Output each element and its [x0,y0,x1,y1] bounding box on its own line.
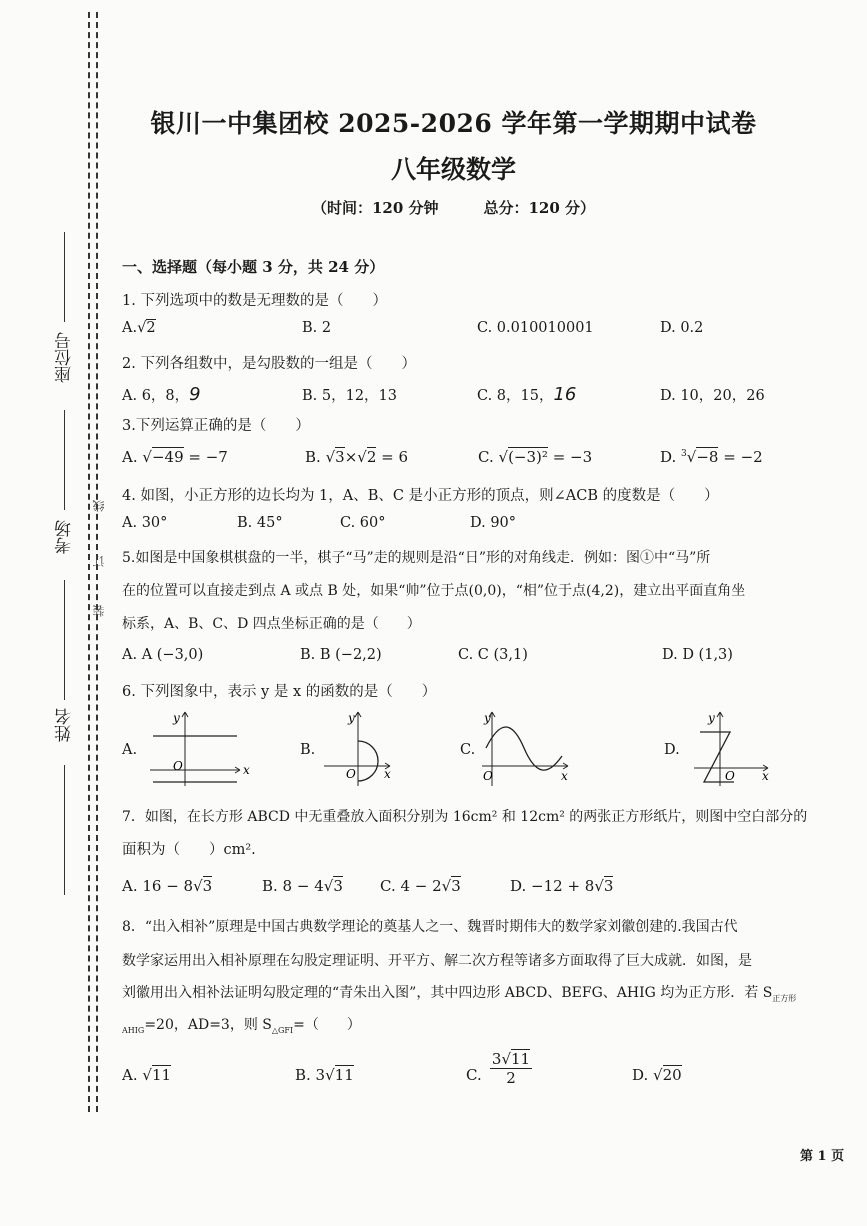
y-axis-label: y [173,711,180,725]
q5-line-1: 5.如图是中国象棋棋盘的一半，棋子“马”走的规则是沿“日”形的对角线走．例如：图①中“马”所 [122,550,711,566]
q6-option-c-label: C. [460,742,476,758]
exam-subject: 八年级数学 [390,155,516,184]
q6-option-b-label: B. [300,742,316,758]
q4-option-d: D. 90° [470,515,517,531]
q4-option-a: A. 30° [122,515,168,531]
q5-option-a: A. A (−3,0) [122,647,204,663]
q3-stem: 3.下列运算正确的是（ ） [122,418,310,434]
exam-title: 银川一中集团校 2025-2026 学年第一学期期中试卷 [150,109,757,138]
q6-graph-c [478,708,578,790]
q7-option-b: B. 8 − 4√3 [262,877,343,895]
y-axis-label: y [348,711,355,725]
q8-option-d: D. √20 [632,1066,682,1084]
origin-label: O [483,769,493,783]
q6-graph-d [690,708,780,790]
q5-option-b: B. B (−2,2) [300,647,382,663]
x-axis-label: x [243,763,250,777]
page-number: 第 1 页 [800,1149,845,1164]
q6-stem: 6. 下列图象中，表示 y 是 x 的函数的是（ ） [122,684,437,700]
binding-char-order: 订 [92,555,106,567]
q4-option-b: B. 45° [237,515,283,531]
q5-line-2: 在的位置可以直接走到点 A 或点 B 处，如果“帅”位于点(0,0)，“相”位于点(4,2)，建立出平面直角坐 [122,583,746,599]
y-axis-label: y [484,711,491,725]
exam-room-label: 考场 [55,520,75,554]
q7-line-1: 7．如图，在长方形 ABCD 中无重叠放入面积分别为 16cm² 和 12cm² 的两张正方形纸片，则图中空白部分的 [122,809,808,825]
q8-line-1: 8．“出入相补”原理是中国古典数学理论的奠基人之一、魏晋时期伟大的数学家刘徽创建的.我国古代 [122,919,738,935]
q7-option-c: C. 4 − 2√3 [380,877,461,895]
exam-meta: （时间：120 分钟 总分：120 分） [311,199,596,217]
q6-option-a-label: A. [122,742,138,758]
q3-option-b: B. √3×√2 = 6 [305,448,409,466]
room-underline [64,410,65,510]
q2-option-c: C. 8，15，16 [477,384,577,405]
q6-option-d-label: D. [664,742,680,758]
x-axis-label: x [384,767,391,781]
q5-line-3: 标系，A、B、C、D 四点坐标正确的是（ ） [122,616,421,632]
q8-option-a: A. √11 [122,1066,172,1084]
y-axis-label: y [708,711,715,725]
q7-option-a: A. 16 − 8√3 [122,877,213,895]
q7-line-2: 面积为（ ）cm². [122,842,256,858]
q7-option-d: D. −12 + 8√3 [510,877,614,895]
q8-option-b: B. 3√11 [295,1066,354,1084]
q8-line-2: 数学家运用出入相补原理在勾股定理证明、开平方、解二次方程等诸多方面取得了巨大成就．如图，是 [122,953,752,969]
q6-graph-b [320,708,400,790]
origin-label: O [725,769,735,783]
q4-stem: 4. 如图，小正方形的边长均为 1，A、B、C 是小正方形的顶点，则∠ACB 的度数是（ ） [122,488,719,504]
x-axis-label: x [561,769,568,783]
q1-option-b: B. 2 [302,320,332,336]
q2-option-a: A. 6，8，9 [122,384,201,405]
name-label: 姓名 [55,708,75,742]
binding-char-line: 线 [92,500,106,512]
x-axis-label: x [762,769,769,783]
q1-stem: 1. 下列选项中的数是无理数的是（ ） [122,293,387,309]
handwritten-answer: 9 [189,384,201,405]
seat-number-label: 座位号 [55,332,75,383]
q8-line-3: 刘徽用出入相补法证明勾股定理的“青朱出入图”，其中四边形 ABCD、BEFG、AHIG 均为正方形．若 $S_{正方形}$ [122,985,797,1003]
q2-stem: 2. 下列各组数中，是勾股数的一组是（ ） [122,356,416,372]
q5-option-d: D. D (1,3) [662,647,733,663]
q1-option-d: D. 0.2 [660,320,704,336]
origin-label: O [173,759,183,773]
q5-option-c: C. C (3,1) [458,647,528,663]
q8-option-c-fraction: 3√11 2 [491,1050,531,1087]
seat-underline [64,232,65,322]
q2-option-b: B. 5，12，13 [302,388,398,404]
sqrt-symbol: √ [137,320,147,336]
q3-option-a: A. √−49 = −7 [122,448,228,466]
section-1-heading: 一、选择题（每小题 3 分，共 24 分） [122,258,385,276]
q3-option-d: D. $^3$√−8 = −2 [660,448,763,466]
q6-graph-a [145,708,250,790]
q8-line-4: $_{AHIG}$=20，AD=3，则 $S_{\triangle GFI}=$（ ） [122,1017,361,1035]
q4-option-c: C. 60° [340,515,386,531]
q1-option-c: C. 0.010010001 [477,320,594,336]
q2-option-d: D. 10，20，26 [660,388,765,404]
handwritten-answer: 16 [553,384,577,405]
origin-label: O [346,767,356,781]
name-underline-top [64,580,65,700]
q1-option-a: A.√2 [122,320,156,336]
q8-option-c-label: C. [466,1066,482,1084]
q3-option-c: C. √(−3)² = −3 [478,448,593,466]
name-underline-bottom [64,765,65,895]
binding-char-bind: 装 [92,605,106,617]
